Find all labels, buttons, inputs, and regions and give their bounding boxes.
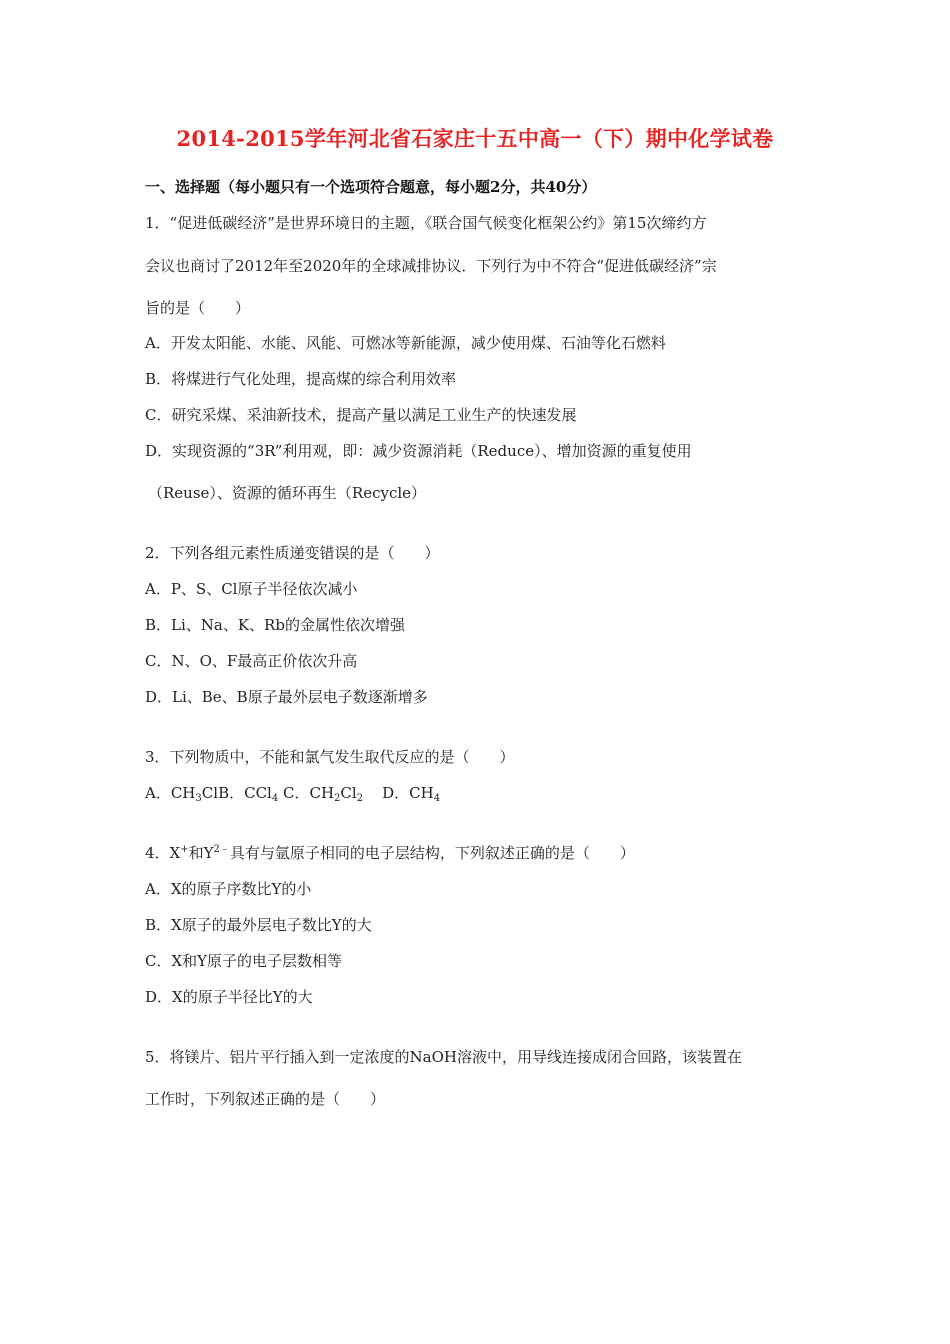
q1-stem-line3: 旨的是（ ） <box>145 299 251 317</box>
q4-option-a: A．X的原子序数比Y的小 <box>145 880 312 898</box>
q1-stem-line1: 1．“促进低碳经济”是世界环境日的主题，《联合国气候变化框架公约》第15次缔约方 <box>145 214 707 232</box>
q5-stem-line2: 工作时，下列叙述正确的是（ ） <box>145 1090 386 1108</box>
section-heading: 一、选择题（每小题只有一个选项符合题意，每小题2分，共40分） <box>145 178 597 196</box>
q1-stem-line2: 会议也商讨了2012年至2020年的全球减排协议．下列行为中不符合“促进低碳经济”宗 <box>145 257 717 275</box>
q4-stem: 4．X+和$Y^{2﹣}$具有与氩原子相同的电子层结构，下列叙述正确的是（ ） <box>145 844 635 862</box>
q3-option-a: A．$CH_3Cl$ <box>145 784 219 804</box>
q2-option-b: B．Li、Na、K、Rb的金属性依次增强 <box>145 616 405 634</box>
q2-option-c: C．N、O、F最高正价依次升高 <box>145 652 358 670</box>
q3-option-c: C．$CH_2Cl_2$ <box>283 784 364 804</box>
q1-option-a: A．开发太阳能、水能、风能、可燃冰等新能源，减少使用煤、石油等化石燃料 <box>145 334 666 352</box>
q1-option-d-line2: （Reuse）、资源的循环再生（Recycle） <box>148 484 427 502</box>
exam-title: 2014-2015学年河北省石家庄十五中高一（下）期中化学试卷 <box>176 126 774 151</box>
q1-option-d-line1: D．实现资源的“3R”利用观，即：减少资源消耗（Reduce）、增加资源的重复使用 <box>145 442 692 460</box>
q2-stem: 2．下列各组元素性质递变错误的是（ ） <box>145 544 440 562</box>
q3-option-b: B．CCl$_4$ <box>218 784 279 804</box>
q2-option-a: A．P、S、Cl原子半径依次减小 <box>145 580 358 598</box>
q1-option-c: C．研究采煤、采油新技术，提高产量以满足工业生产的快速发展 <box>145 406 577 424</box>
q5-stem-line1: 5．将镁片、铝片平行插入到一定浓度的NaOH溶液中，用导线连接成闭合回路，该装置在 <box>145 1048 742 1066</box>
q4-option-d: D．X的原子半径比Y的大 <box>145 988 313 1006</box>
q3-stem: 3．下列物质中，不能和氯气发生取代反应的是（ ） <box>145 748 515 766</box>
q3-options <box>145 782 440 803</box>
q2-option-d: D．Li、Be、B原子最外层电子数逐渐增多 <box>145 688 428 706</box>
q3-option-d: D．$CH_4$ <box>382 784 441 804</box>
q1-option-b: B．将煤进行气化处理，提高煤的综合利用效率 <box>145 370 457 388</box>
q4-option-c: C．X和Y原子的电子层数相等 <box>145 952 343 970</box>
q4-option-b: B．X原子的最外层电子数比Y的大 <box>145 916 372 934</box>
